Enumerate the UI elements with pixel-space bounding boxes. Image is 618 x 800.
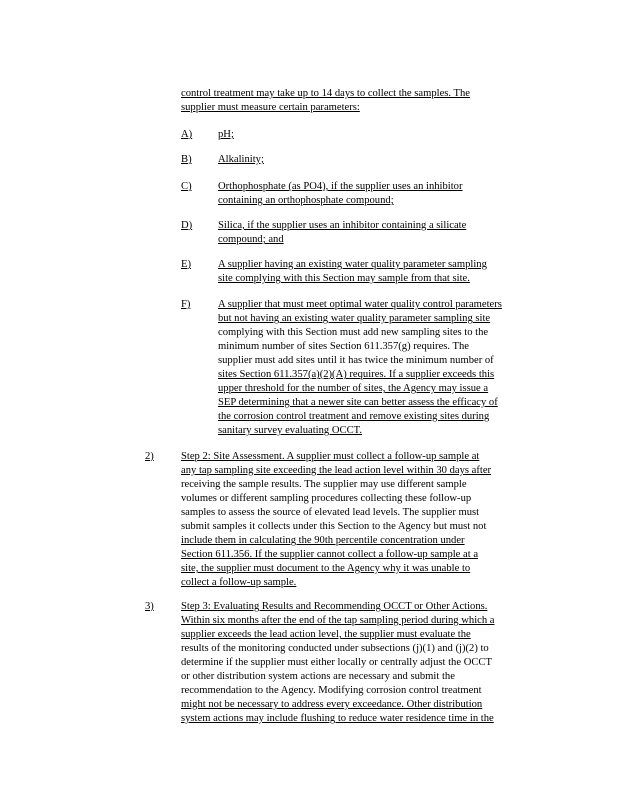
subitem-label: D)	[181, 220, 193, 231]
text-line: Step 3: Evaluating Results and Recommending OCCT or Other Actions.	[181, 601, 488, 612]
text-line: A supplier that must meet optimal water quality control parameters	[218, 299, 502, 310]
text-line: include them in calculating the 90th percentile concentration under	[181, 535, 465, 546]
text-line: collect a follow-up sample.	[181, 577, 297, 588]
text-line: any tap sampling site exceeding the lead action level within 30 days after	[181, 465, 492, 476]
text-line: Alkalinity;	[218, 154, 264, 165]
text-line: receiving the sample results. The supplier may use different sample	[181, 479, 467, 490]
text-line: recommendation to the Agency. Modifying corrosion control treatment	[181, 685, 482, 696]
subitem-label: A)	[181, 129, 193, 140]
text-line: Section 611.356. If the supplier cannot collect a follow-up sample at a	[181, 549, 479, 560]
step-label: 2)	[145, 451, 154, 462]
subitem-text	[218, 180, 548, 208]
text-line: Step 2: Site Assessment. A supplier must collect a follow-up sample at	[181, 451, 480, 462]
text-line: control treatment may take up to 14 days to collect the samples. The	[181, 88, 470, 99]
text-line: supplier exceeds the lead action level, the supplier must evaluate the	[181, 629, 471, 640]
text-line: pH;	[218, 129, 234, 140]
subitem-label: C)	[181, 181, 192, 192]
text-line: Silica, if the supplier uses an inhibitor containing a silicate	[218, 220, 467, 231]
text-line: the corrosion control treatment and remove existing sites during	[218, 411, 490, 422]
text-line: system actions may include flushing to reduce water residence time in the	[181, 713, 494, 724]
text-line: upper threshold for the number of sites, the Agency may issue a	[218, 383, 489, 394]
subitem-text	[218, 298, 548, 438]
text-line: supplier must measure certain parameters:	[181, 102, 360, 113]
text-line: Within six months after the end of the tap sampling period during which a	[181, 615, 495, 626]
text-line: minimum number of sites Section 611.357(g) requires. The	[218, 341, 469, 352]
text-line: site complying with this Section may sample from that site.	[218, 273, 470, 284]
step-label: 3)	[145, 601, 154, 612]
text-line: sanitary survey evaluating OCCT.	[218, 425, 362, 436]
subitem-text	[218, 128, 548, 142]
subitem-text	[218, 258, 548, 286]
subitem-label: B)	[181, 154, 192, 165]
text-line: A supplier having an existing water quality parameter sampling	[218, 259, 487, 270]
text-line: but not having an existing water quality parameter sampling site	[218, 313, 491, 324]
step-text	[181, 450, 541, 590]
text-line: might not be necessary to address every exceedance. Other distribution	[181, 699, 483, 710]
text-line: results of the monitoring conducted under subsections (j)(1) and (j)(2) to	[181, 643, 489, 654]
step-text	[181, 600, 541, 726]
subitem-label: F)	[181, 299, 191, 310]
text-line: sites Section 611.357(a)(2)(A) requires. If a supplier exceeds this	[218, 369, 495, 380]
text-line: containing an orthophosphate compound;	[218, 195, 394, 206]
text-line: volumes or different sampling procedures collecting these follow-up	[181, 493, 472, 504]
text-line: compound; and	[218, 234, 284, 245]
text-line: or other distribution system actions are necessary and submit the	[181, 671, 455, 682]
text-line: supplier must add sites until it has twice the minimum number of	[218, 355, 494, 366]
intro-paragraph	[181, 87, 541, 115]
subitem-text	[218, 219, 548, 247]
text-line: determine if the supplier must either locally or centrally adjust the OCCT	[181, 657, 492, 668]
text-line: samples to assess the source of elevated lead levels. The supplier must	[181, 507, 480, 518]
text-line: complying with this Section must add new sampling sites to the	[218, 327, 489, 338]
text-line: site, the supplier must document to the Agency why it was unable to	[181, 563, 471, 574]
text-line: Orthophosphate (as PO4), if the supplier uses an inhibitor	[218, 181, 463, 192]
subitem-label: E)	[181, 259, 191, 270]
text-line: submit samples it collects under this Section to the Agency but must not	[181, 521, 487, 532]
text-line: SEP determining that a newer site can better assess the efficacy of	[218, 397, 498, 408]
subitem-text	[218, 153, 548, 167]
